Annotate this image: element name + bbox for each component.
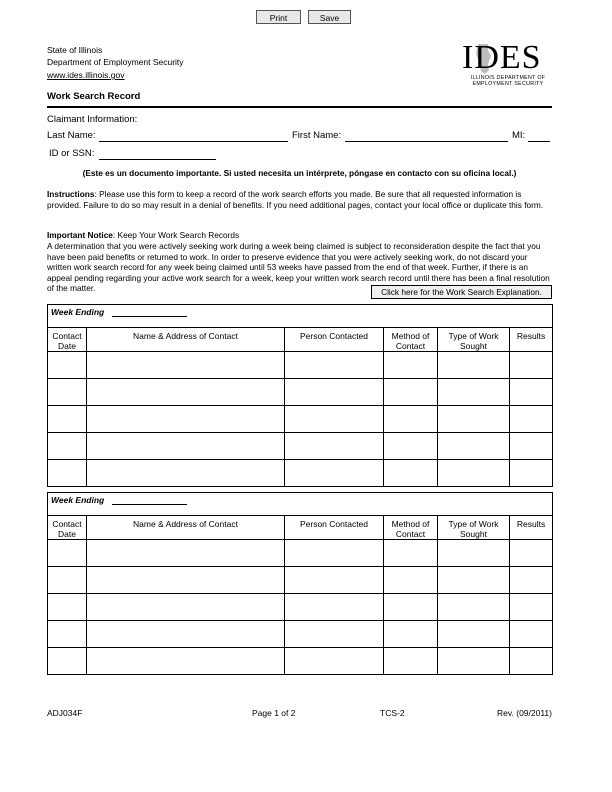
results-cell[interactable]	[510, 352, 553, 379]
method-cell[interactable]	[384, 379, 438, 406]
results-cell[interactable]	[510, 540, 553, 567]
header-method-of-contact: Method of Contact	[384, 516, 438, 540]
footer-form-id: ADJ034F	[47, 708, 83, 718]
week-ending-row	[48, 305, 553, 328]
week-ending-field[interactable]	[112, 307, 187, 317]
work-search-table-2	[47, 492, 553, 675]
person-contacted-cell[interactable]	[285, 540, 384, 567]
week-ending-label: Week Ending	[51, 495, 105, 505]
footer-revision: Rev. (09/2011)	[497, 708, 552, 718]
results-cell[interactable]	[510, 594, 553, 621]
instructions-label: Instructions	[47, 189, 95, 199]
person-contacted-cell[interactable]	[285, 352, 384, 379]
table-row	[48, 594, 553, 621]
mi-label: MI:	[512, 130, 526, 141]
mi-field[interactable]	[528, 141, 550, 142]
method-cell[interactable]	[384, 540, 438, 567]
name-address-cell[interactable]	[87, 352, 285, 379]
table-row	[48, 433, 553, 460]
logo-subtitle-1: ILLINOIS DEPARTMENT OF	[470, 75, 546, 81]
contact-date-cell[interactable]	[48, 621, 87, 648]
person-contacted-cell[interactable]	[285, 621, 384, 648]
name-address-cell[interactable]	[87, 567, 285, 594]
header-person-contacted: Person Contacted	[285, 328, 384, 352]
results-cell[interactable]	[510, 433, 553, 460]
logo-subtitle-2: EMPLOYMENT SECURITY	[472, 81, 544, 87]
contact-date-cell[interactable]	[48, 648, 87, 675]
name-address-cell[interactable]	[87, 594, 285, 621]
header-contact-date: Contact Date	[48, 516, 87, 540]
work-type-cell[interactable]	[438, 406, 510, 433]
method-cell[interactable]	[384, 460, 438, 487]
save-button[interactable]: Save	[308, 10, 351, 24]
instructions	[47, 189, 552, 210]
title-divider	[47, 106, 552, 108]
person-contacted-cell[interactable]	[285, 379, 384, 406]
claimant-info-label: Claimant Information:	[47, 114, 138, 125]
work-type-cell[interactable]	[438, 352, 510, 379]
work-type-cell[interactable]	[438, 648, 510, 675]
method-cell[interactable]	[384, 352, 438, 379]
first-name-label: First Name:	[292, 130, 342, 141]
work-search-table-1	[47, 304, 553, 487]
table-row	[48, 621, 553, 648]
person-contacted-cell[interactable]	[285, 433, 384, 460]
work-type-cell[interactable]	[438, 621, 510, 648]
footer-code: TCS-2	[380, 708, 405, 718]
print-button[interactable]: Print	[256, 10, 301, 24]
name-address-cell[interactable]	[87, 648, 285, 675]
person-contacted-cell[interactable]	[285, 648, 384, 675]
contact-date-cell[interactable]	[48, 406, 87, 433]
id-ssn-field[interactable]	[99, 159, 216, 160]
header-contact-date: Contact Date	[48, 328, 87, 352]
name-address-cell[interactable]	[87, 406, 285, 433]
last-name-field[interactable]	[99, 141, 288, 142]
ides-logo	[458, 40, 554, 92]
method-cell[interactable]	[384, 621, 438, 648]
logo-text: IDES	[462, 39, 542, 76]
important-notice-label: Important Notice	[47, 230, 113, 240]
results-cell[interactable]	[510, 460, 553, 487]
table-row	[48, 648, 553, 675]
instructions-text: : Please use this form to keep a record of the work search efforts you made. Be sure that all requested information is provided. Failure to do so may result in a denial of benefits. If you need additional pages, contact your local office or duplicate this form.	[47, 189, 544, 210]
spanish-notice: (Este es un documento importante. Si usted necesita un intérprete, póngase en contacto con su oficina local.)	[82, 168, 517, 178]
name-address-cell[interactable]	[87, 379, 285, 406]
method-cell[interactable]	[384, 406, 438, 433]
results-cell[interactable]	[510, 379, 553, 406]
work-type-cell[interactable]	[438, 594, 510, 621]
contact-date-cell[interactable]	[48, 567, 87, 594]
first-name-field[interactable]	[345, 141, 508, 142]
header-type-of-work: Type of Work Sought	[438, 516, 510, 540]
results-cell[interactable]	[510, 621, 553, 648]
header-person-contacted: Person Contacted	[285, 516, 384, 540]
method-cell[interactable]	[384, 567, 438, 594]
agency-state: State of Illinois	[47, 45, 103, 55]
agency-website-link[interactable]: www.ides.illinois.gov	[47, 70, 125, 80]
important-notice-title: : Keep Your Work Search Records	[112, 230, 240, 240]
contact-date-cell[interactable]	[48, 379, 87, 406]
table-row	[48, 352, 553, 379]
table-row	[48, 379, 553, 406]
agency-department: Department of Employment Security	[47, 57, 184, 67]
contact-date-cell[interactable]	[48, 352, 87, 379]
work-type-cell[interactable]	[438, 460, 510, 487]
work-type-cell[interactable]	[438, 540, 510, 567]
results-cell[interactable]	[510, 406, 553, 433]
results-cell[interactable]	[510, 567, 553, 594]
person-contacted-cell[interactable]	[285, 460, 384, 487]
important-notice-heading	[47, 230, 552, 241]
work-type-cell[interactable]	[438, 433, 510, 460]
header-method-of-contact: Method of Contact	[384, 328, 438, 352]
header-name-address: Name & Address of Contact	[87, 328, 285, 352]
method-cell[interactable]	[384, 594, 438, 621]
work-search-explanation-button[interactable]: Click here for the Work Search Explanation.	[371, 285, 552, 299]
important-notice-text: A determination that you were actively seeking work during a week being claimed is subject to reconsideration despite the fact that you have been paid benefits or returned to work. In order to preserve evidence that you were actively seeking work, do not discard your written work search record for any week being claimed until 53 weeks have passed from the end of that week. Further, if there is an appeal pending regarding your active work search for a week, keep your written work search record until there has been a final resolution of the matter.	[47, 241, 550, 293]
header-results: Results	[510, 328, 553, 352]
contact-date-cell[interactable]	[48, 594, 87, 621]
method-cell[interactable]	[384, 433, 438, 460]
header-name-address: Name & Address of Contact	[87, 516, 285, 540]
method-cell[interactable]	[384, 648, 438, 675]
header-type-of-work: Type of Work Sought	[438, 328, 510, 352]
contact-date-cell[interactable]	[48, 433, 87, 460]
id-ssn-label: ID or SSN:	[49, 148, 95, 159]
header-results: Results	[510, 516, 553, 540]
person-contacted-cell[interactable]	[285, 567, 384, 594]
results-cell[interactable]	[510, 648, 553, 675]
week-ending-field[interactable]	[112, 495, 187, 505]
table-row	[48, 406, 553, 433]
name-address-cell[interactable]	[87, 540, 285, 567]
name-address-cell[interactable]	[87, 433, 285, 460]
footer-page-number: Page 1 of 2	[252, 708, 296, 718]
table-row	[48, 567, 553, 594]
table-row	[48, 540, 553, 567]
person-contacted-cell[interactable]	[285, 594, 384, 621]
name-address-cell[interactable]	[87, 460, 285, 487]
work-type-cell[interactable]	[438, 567, 510, 594]
contact-date-cell[interactable]	[48, 460, 87, 487]
table-row	[48, 460, 553, 487]
last-name-label: Last Name:	[47, 130, 96, 141]
work-type-cell[interactable]	[438, 379, 510, 406]
page-title: Work Search Record	[47, 91, 141, 102]
week-ending-row	[48, 493, 553, 516]
name-address-cell[interactable]	[87, 621, 285, 648]
person-contacted-cell[interactable]	[285, 406, 384, 433]
week-ending-label: Week Ending	[51, 307, 105, 317]
contact-date-cell[interactable]	[48, 540, 87, 567]
